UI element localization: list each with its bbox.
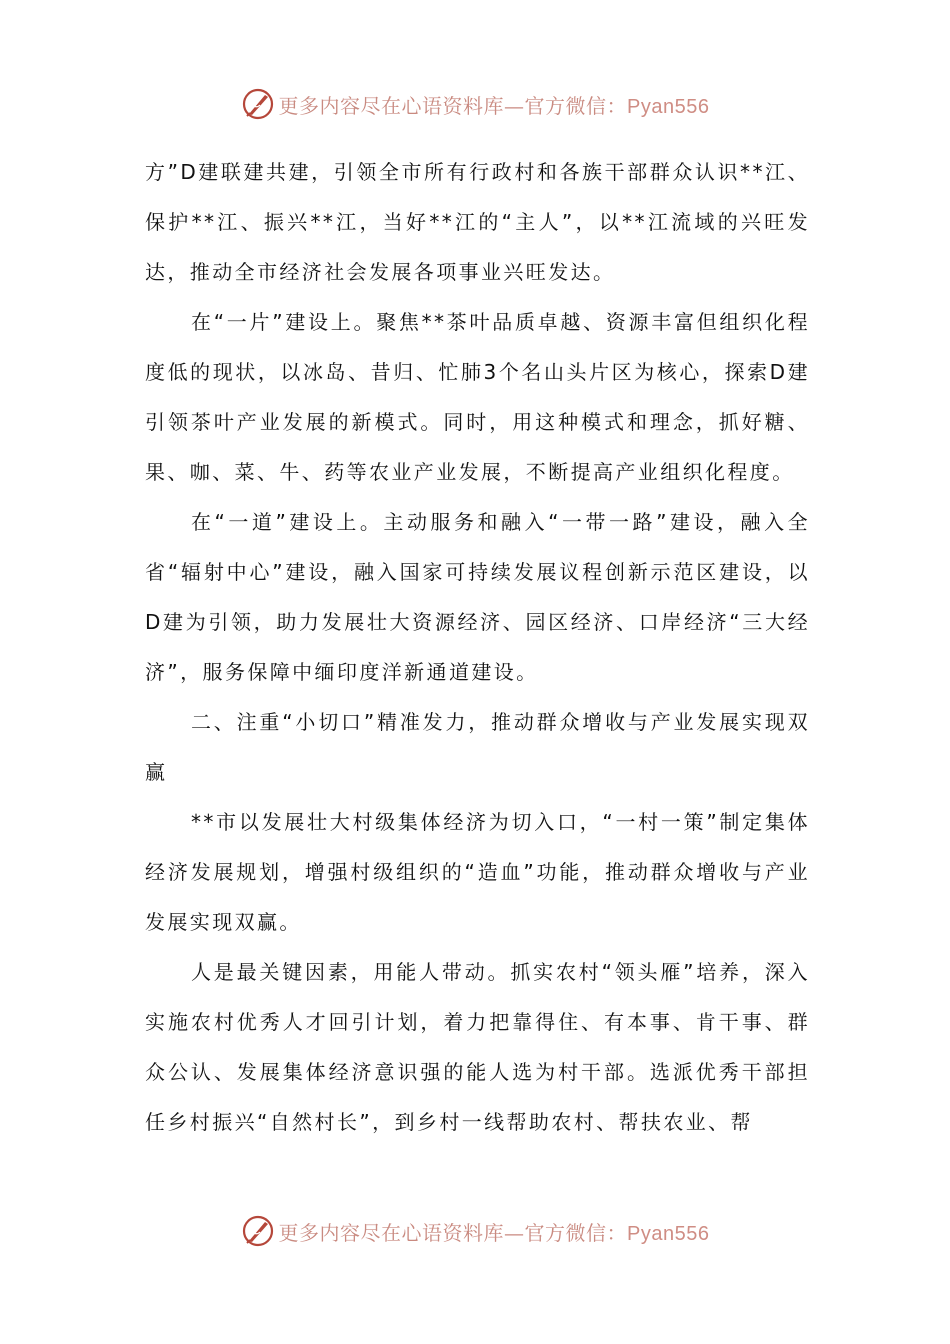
header-watermark-banner	[0, 84, 950, 124]
banner-text: 更多内容尽在心语资料库—官方微信：	[278, 1220, 628, 1245]
paragraph-1: 方”D建联建共建，引领全市所有行政村和各族干部群众认识**江、保护**江、振兴**江，当好**江的“主人”，以**江流域的兴旺发达，推动全市经济社会发展各项事业兴旺发达。	[145, 160, 810, 284]
document-body	[145, 147, 810, 1147]
footer-watermark-banner	[0, 1211, 950, 1251]
quill-pen-logo-icon	[241, 1214, 275, 1248]
paragraph-6: 人是最关键因素，用能人带动。抓实农村“领头雁”培养，深入实施农村优秀人才回引计划，着力把靠得住、有本事、肯干事、群众公认、发展集体经济意识强的能人选为村干部。选派优秀干部担任乡村振兴“自然村长”，到乡村一线帮助农村、帮扶农业、帮	[145, 960, 810, 1134]
paragraph-2: 在“一片”建设上。聚焦**茶叶品质卓越、资源丰富但组织化程度低的现状，以冰岛、昔归、忙肺3个名山头片区为核心，探索D建引领茶叶产业发展的新模式。同时，用这种模式和理念，抓好糖、果、咖、菜、牛、药等农业产业发展，不断提高产业组织化程度。	[145, 310, 810, 484]
quill-pen-logo-icon	[241, 87, 275, 121]
paragraph-3: 在“一道”建设上。主动服务和融入“一带一路”建设，融入全省“辐射中心”建设，融入国家可持续发展议程创新示范区建设，以D建为引领，助力发展壮大资源经济、园区经济、口岸经济“三大经济”，服务保障中缅印度洋新通道建设。	[145, 510, 810, 684]
paragraph-5: **市以发展壮大村级集体经济为切入口，“一村一策”制定集体经济发展规划，增强村级组织的“造血”功能，推动群众增收与产业发展实现双赢。	[145, 810, 810, 934]
banner-text: 更多内容尽在心语资料库—官方微信：	[278, 93, 628, 118]
banner-wechat-id: Pyan556	[627, 1222, 710, 1245]
section-heading: 二、注重“小切口”精准发力，推动群众增收与产业发展实现双赢	[145, 710, 810, 784]
banner-wechat-id: Pyan556	[627, 95, 710, 118]
